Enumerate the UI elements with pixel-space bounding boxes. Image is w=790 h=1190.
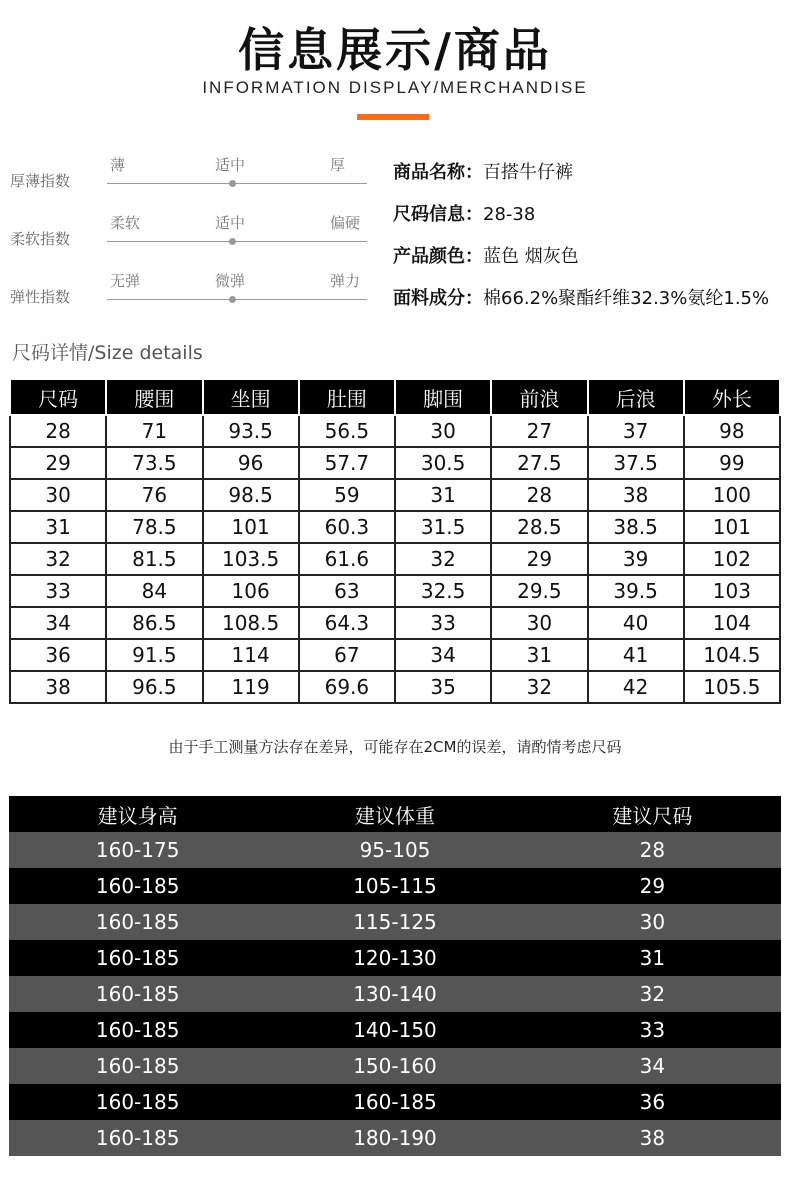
table-cell: 76 bbox=[106, 479, 202, 511]
table-cell: 38 bbox=[524, 1120, 781, 1156]
index-marker bbox=[229, 296, 236, 303]
index-marker bbox=[229, 180, 236, 187]
table-cell: 103.5 bbox=[203, 543, 299, 575]
column-header: 建议体重 bbox=[266, 796, 523, 832]
info-value: 棉66.2%聚酯纤维32.3%氨纶1.5% bbox=[483, 288, 770, 309]
table-cell: 33 bbox=[10, 575, 106, 607]
table-cell: 31 bbox=[10, 511, 106, 543]
column-header: 建议尺码 bbox=[524, 796, 781, 832]
table-row bbox=[10, 479, 780, 511]
table-cell: 42 bbox=[588, 671, 684, 703]
table-cell: 38 bbox=[10, 671, 106, 703]
table-cell: 27 bbox=[491, 415, 587, 447]
column-header: 前浪 bbox=[491, 379, 587, 415]
table-cell: 30 bbox=[10, 479, 106, 511]
table-cell: 31 bbox=[491, 639, 587, 671]
table-cell: 71 bbox=[106, 415, 202, 447]
column-header: 外长 bbox=[684, 379, 780, 415]
table-cell: 31 bbox=[395, 479, 491, 511]
table-cell: 28.5 bbox=[491, 511, 587, 543]
table-cell: 61.6 bbox=[299, 543, 395, 575]
info-label: 商品名称： bbox=[393, 162, 483, 183]
index-label-right: 偏硬 bbox=[330, 214, 361, 232]
table-cell: 30.5 bbox=[395, 447, 491, 479]
table-cell: 31.5 bbox=[395, 511, 491, 543]
table-cell: 104 bbox=[684, 607, 780, 639]
size-details-heading: 尺码详情/Size details bbox=[12, 342, 203, 364]
table-cell: 30 bbox=[491, 607, 587, 639]
table-cell: 160-185 bbox=[266, 1084, 523, 1120]
table-cell: 59 bbox=[299, 479, 395, 511]
table-row bbox=[9, 976, 781, 1012]
column-header: 腰围 bbox=[106, 379, 202, 415]
index-panel bbox=[10, 150, 380, 324]
table-cell: 96 bbox=[203, 447, 299, 479]
table-row bbox=[10, 671, 780, 703]
column-header: 建议身高 bbox=[9, 796, 266, 832]
table-cell: 33 bbox=[524, 1012, 781, 1048]
table-cell: 160-185 bbox=[9, 940, 266, 976]
table-cell: 73.5 bbox=[106, 447, 202, 479]
table-cell: 103 bbox=[684, 575, 780, 607]
table-cell: 57.7 bbox=[299, 447, 395, 479]
table-cell: 108.5 bbox=[203, 607, 299, 639]
table-row bbox=[9, 940, 781, 976]
table-cell: 29 bbox=[10, 447, 106, 479]
table-cell: 98 bbox=[684, 415, 780, 447]
index-label-mid: 适中 bbox=[215, 156, 246, 174]
product-info bbox=[393, 158, 788, 326]
table-cell: 38.5 bbox=[588, 511, 684, 543]
table-row bbox=[9, 868, 781, 904]
info-size-range bbox=[393, 200, 788, 242]
table-cell: 140-150 bbox=[266, 1012, 523, 1048]
table-cell: 81.5 bbox=[106, 543, 202, 575]
table-cell: 160-185 bbox=[9, 976, 266, 1012]
table-row bbox=[9, 1084, 781, 1120]
table-cell: 32 bbox=[491, 671, 587, 703]
table-cell: 37.5 bbox=[588, 447, 684, 479]
table-cell: 32 bbox=[524, 976, 781, 1012]
column-header: 肚围 bbox=[299, 379, 395, 415]
size-details-table bbox=[9, 378, 781, 704]
table-cell: 95-105 bbox=[266, 832, 523, 868]
table-cell: 119 bbox=[203, 671, 299, 703]
table-cell: 102 bbox=[684, 543, 780, 575]
table-row bbox=[9, 832, 781, 868]
column-header: 坐围 bbox=[203, 379, 299, 415]
softness-index bbox=[10, 208, 380, 266]
table-cell: 32 bbox=[10, 543, 106, 575]
table-cell: 150-160 bbox=[266, 1048, 523, 1084]
info-product-name bbox=[393, 158, 788, 200]
table-cell: 104.5 bbox=[684, 639, 780, 671]
table-row bbox=[10, 415, 780, 447]
table-cell: 160-185 bbox=[9, 904, 266, 940]
table-cell: 36 bbox=[10, 639, 106, 671]
index-label-mid: 微弹 bbox=[215, 272, 246, 290]
table-row bbox=[9, 1120, 781, 1156]
table-cell: 91.5 bbox=[106, 639, 202, 671]
table-row bbox=[9, 904, 781, 940]
index-marker bbox=[229, 238, 236, 245]
table-cell: 160-185 bbox=[9, 1048, 266, 1084]
column-header: 尺码 bbox=[10, 379, 106, 415]
table-cell: 180-190 bbox=[266, 1120, 523, 1156]
table-cell: 67 bbox=[299, 639, 395, 671]
table-cell: 34 bbox=[395, 639, 491, 671]
table-cell: 28 bbox=[491, 479, 587, 511]
table-cell: 114 bbox=[203, 639, 299, 671]
table-cell: 60.3 bbox=[299, 511, 395, 543]
index-scale-line bbox=[107, 183, 367, 184]
index-label-right: 弹力 bbox=[330, 272, 361, 290]
table-cell: 33 bbox=[395, 607, 491, 639]
page-title: 信息展示/商品 bbox=[238, 23, 552, 77]
table-cell: 29.5 bbox=[491, 575, 587, 607]
table-cell: 39.5 bbox=[588, 575, 684, 607]
recommendation-table bbox=[9, 796, 781, 1156]
table-cell: 120-130 bbox=[266, 940, 523, 976]
index-label-left: 柔软 bbox=[110, 214, 141, 232]
info-label: 尺码信息： bbox=[393, 204, 483, 225]
table-cell: 115-125 bbox=[266, 904, 523, 940]
table-row bbox=[9, 1012, 781, 1048]
index-scale-line bbox=[107, 299, 367, 300]
table-cell: 64.3 bbox=[299, 607, 395, 639]
table-row bbox=[9, 1048, 781, 1084]
index-label-right: 厚 bbox=[330, 156, 346, 174]
table-cell: 160-185 bbox=[9, 1120, 266, 1156]
index-name: 厚薄指数 bbox=[10, 172, 71, 190]
table-cell: 34 bbox=[524, 1048, 781, 1084]
table-row bbox=[10, 447, 780, 479]
index-scale-line bbox=[107, 241, 367, 242]
table-cell: 28 bbox=[10, 415, 106, 447]
info-value: 28-38 bbox=[483, 204, 536, 225]
table-cell: 93.5 bbox=[203, 415, 299, 447]
table-cell: 100 bbox=[684, 479, 780, 511]
table-cell: 78.5 bbox=[106, 511, 202, 543]
table-cell: 86.5 bbox=[106, 607, 202, 639]
table-cell: 28 bbox=[524, 832, 781, 868]
table-cell: 160-185 bbox=[9, 1084, 266, 1120]
table-cell: 105.5 bbox=[684, 671, 780, 703]
index-label-left: 薄 bbox=[110, 156, 126, 174]
table-cell: 30 bbox=[524, 904, 781, 940]
index-name: 弹性指数 bbox=[10, 288, 71, 306]
table-cell: 35 bbox=[395, 671, 491, 703]
table-cell: 29 bbox=[524, 868, 781, 904]
table-cell: 29 bbox=[491, 543, 587, 575]
table-cell: 69.6 bbox=[299, 671, 395, 703]
table-cell: 105-115 bbox=[266, 868, 523, 904]
table-cell: 160-185 bbox=[9, 868, 266, 904]
elasticity-index bbox=[10, 266, 380, 324]
page-subtitle: INFORMATION DISPLAY/MERCHANDISE bbox=[202, 78, 588, 97]
table-cell: 99 bbox=[684, 447, 780, 479]
table-cell: 96.5 bbox=[106, 671, 202, 703]
info-fabric bbox=[393, 284, 788, 326]
info-value: 百搭牛仔裤 bbox=[483, 162, 573, 183]
table-cell: 130-140 bbox=[266, 976, 523, 1012]
table-cell: 38 bbox=[588, 479, 684, 511]
table-cell: 106 bbox=[203, 575, 299, 607]
thickness-index bbox=[10, 150, 380, 208]
table-cell: 160-175 bbox=[9, 832, 266, 868]
table-cell: 84 bbox=[106, 575, 202, 607]
table-cell: 40 bbox=[588, 607, 684, 639]
info-value: 蓝色 烟灰色 bbox=[483, 246, 579, 267]
table-cell: 39 bbox=[588, 543, 684, 575]
table-cell: 63 bbox=[299, 575, 395, 607]
table-cell: 32 bbox=[395, 543, 491, 575]
table-cell: 37 bbox=[588, 415, 684, 447]
info-colors bbox=[393, 242, 788, 284]
index-label-left: 无弹 bbox=[110, 272, 141, 290]
table-cell: 30 bbox=[395, 415, 491, 447]
table-row bbox=[10, 575, 780, 607]
table-row bbox=[10, 543, 780, 575]
table-cell: 101 bbox=[203, 511, 299, 543]
info-label: 面料成分： bbox=[393, 288, 483, 309]
info-label: 产品颜色： bbox=[393, 246, 483, 267]
table-cell: 41 bbox=[588, 639, 684, 671]
measurement-note: 由于手工测量方法存在差异，可能存在2CM的误差，请酌情考虑尺码 bbox=[168, 738, 622, 756]
table-cell: 56.5 bbox=[299, 415, 395, 447]
table-cell: 31 bbox=[524, 940, 781, 976]
index-name: 柔软指数 bbox=[10, 230, 71, 248]
table-cell: 101 bbox=[684, 511, 780, 543]
table-cell: 32.5 bbox=[395, 575, 491, 607]
column-header: 后浪 bbox=[588, 379, 684, 415]
table-row bbox=[10, 607, 780, 639]
table-row bbox=[10, 511, 780, 543]
title-accent-bar bbox=[357, 114, 429, 120]
table-cell: 34 bbox=[10, 607, 106, 639]
column-header: 脚围 bbox=[395, 379, 491, 415]
index-label-mid: 适中 bbox=[215, 214, 246, 232]
table-cell: 36 bbox=[524, 1084, 781, 1120]
table-cell: 98.5 bbox=[203, 479, 299, 511]
table-cell: 27.5 bbox=[491, 447, 587, 479]
table-cell: 160-185 bbox=[9, 1012, 266, 1048]
table-row bbox=[10, 639, 780, 671]
